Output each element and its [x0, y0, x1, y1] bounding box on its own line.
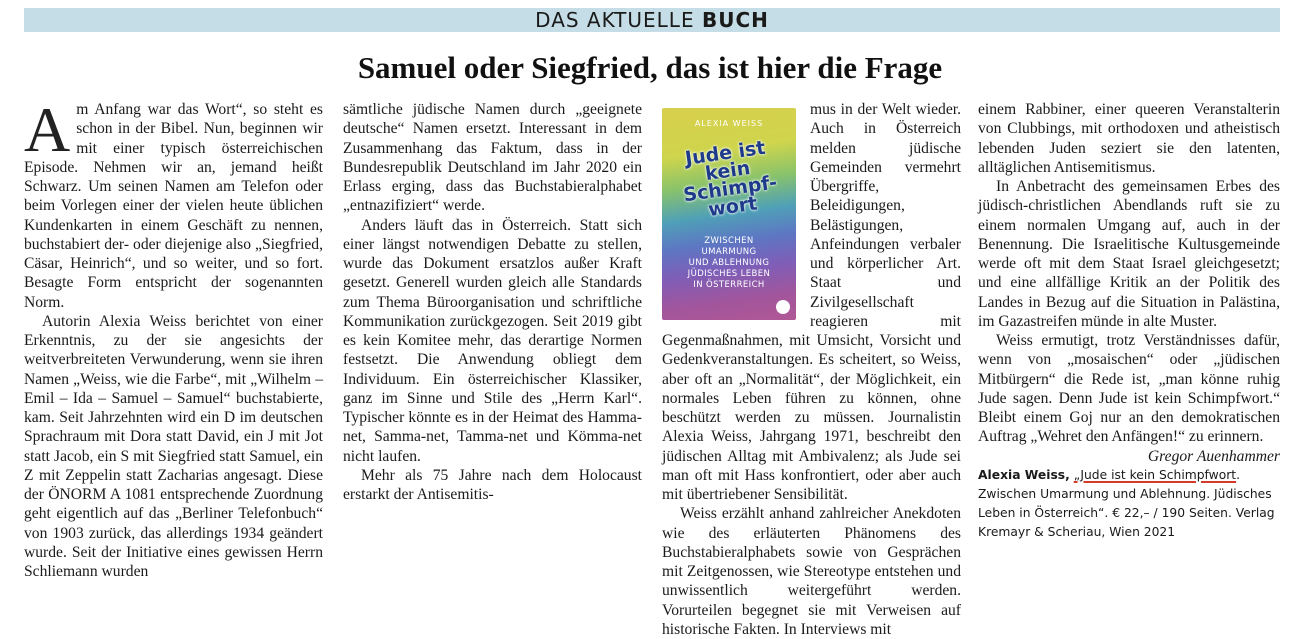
paragraph: Mehr als 75 Jahre nach dem Holocaust erstarkt der Antisemitis- — [343, 466, 642, 503]
article-column-3 — [662, 100, 961, 638]
paragraph: Autorin Alexia Weiss berichtet von einer Erkenntnis, zu der sie angesichts der weitverbreiteten Verwunderung, wenn sie ihren Namen „Weiss, wie die Farbe“, mit „Wilhelm – Emil – Ida – Samuel – Samuel“ buchstabierte, kam. Seit Jahrzehnten wird ein D im deutschen Sprachraum mit Dora statt David, ein J mit Jot statt Jacob, ein S mit Siegfried statt Samuel, ein Z mit Zeppelin statt Zacharias angesagt. Diese der ÖNORM A 1081 entsprechende Zuordnung geht eigentlich auf das „Berliner Telefonbuch“ von 1903 zurück, das allerdings 1934 geändert wurde. Seit der Initiative eines gewissen Herrn Schliemann wurden — [24, 312, 323, 580]
cover-subtitle: ZWISCHEN UMARMUNG UND ABLEHNUNG JÜDISCHES LEBEN IN ÖSTERREICH — [687, 236, 771, 290]
paragraph: Anders läuft das in Österreich. Statt sich einer längst notwendigen Debatte zu stellen, wurde das Dokument ersatzlos außer Kraft gesetzt. Generell wurden gleich alle Standards zum Thema Büroorganisation und schriftliche Kommunikation zurückgezogen. Seit 2019 gibt es kein Komitee mehr, das derartige Normen festsetzt. Die Anwendung obliegt dem Individuum. Ein österreichischer Klassiker, ganz im Sinne und Stile des „Herrn Karl“. Typischer könnte es in der Heimat des Hamma-net, Samma-net, Tamma-net und Kömma-net nicht laufen. — [343, 216, 642, 465]
book-cover-image — [662, 108, 796, 320]
paragraph: m Anfang war das Wort“, so steht es schon in der Bibel. Nun, beginnen wir mit einer typisch österreichischen Episode. Nehmen wir an, jemand heißt Schwarz. Um seinen Namen am Telefon oder beim Vorlegen einer der vielen heute üblichen Kundenkarten in einem Geschäft zu nennen, buchstabiert der- oder diejenige also „Siegfried, Cäsar, Heinrich“, und so weiter, und so fort. Besagte Form entspricht der sogenannten Norm. — [24, 101, 323, 311]
kicker-bold: BUCH — [701, 8, 769, 32]
paragraph: sämtliche jüdische Namen durch „geeignete deutsche“ Namen ersetzt. Interessant in dem Zusammenhang das Faktum, dass in der Bundesrepublik Deutschland im Jahr 2020 ein Erlass erging, dass das Buchstabieralphabet „entnazifiziert“ werde. — [343, 101, 642, 215]
article-headline: Samuel oder Siegfried, das ist hier die Frage — [357, 50, 943, 85]
book-info-details: . Zwischen Umarmung und Ablehnung. Jüdisches Leben in Österreich“. € 22,– / 190 Seiten. Verlag Kremayr & Scheriau, Wien 2021 — [978, 467, 1275, 539]
cover-title: Jude ist kein Schimpf-wort — [682, 136, 779, 222]
book-info-title: „Jude ist kein Schimpfwort — [1073, 467, 1237, 482]
article-column-4 — [978, 100, 1280, 540]
author-signature: Gregor Auenhammer — [1147, 447, 1280, 465]
book-info-author: Alexia Weiss, — [978, 467, 1070, 482]
book-info — [978, 466, 1280, 542]
paragraph: einem Rabbiner, einer queeren Veranstalterin von Clubbings, mit orthodoxen und atheistisch lebenden Juden seziert sie den latenten, alltäglichen Antisemitismus. — [978, 101, 1280, 176]
drop-cap: A — [24, 94, 71, 165]
article-column-2 — [343, 100, 642, 540]
kicker-prefix: DAS AKTUELLE — [535, 8, 695, 32]
publisher-logo-icon — [776, 300, 790, 314]
cover-author: ALEXIA WEISS — [694, 119, 764, 128]
paragraph: In Anbetracht des gemeinsamen Erbes des jüdisch-christlichen Abendlands ruft sie zu einem normalen Umgang auf, auch in der Benennung. Die Israelitische Kultusgemeinde werde oft mit dem Staat Israel gleichgesetzt; und eine allfällige Kritik an der Politik des Landes in Bezug auf die Situation in Palästina, im Gazastreifen münde in alte Muster. — [978, 178, 1280, 330]
paragraph: Weiss ermutigt, trotz Verständnisses dafür, wenn von „mosaischen“ oder „jüdischen Mitbürgern“ die Rede ist, „man könne ruhig Jude sagen. Denn Jude ist kein Schimpfwort.“ Bleibt einem Goj nur an den demokratischen Auftrag „Wehret den Anfängen!“ zu erinnern. — [978, 332, 1280, 446]
article-column-1 — [24, 94, 323, 580]
section-kicker — [24, 8, 1280, 32]
paragraph: Weiss erzählt anhand zahlreicher Anekdoten wie des erläuterten Phänomens des Buchstabieralphabets sowie von Gesprächen mit Zeitgenossen, wie Stereotype entstehen und unwissentlich weitergeführt werden. Vorurteilen begegnet sie mit Verweisen auf historische Fakten. In Interviews mit — [662, 505, 961, 638]
paragraph: mus in der Welt wieder. Auch in Österreich melden jüdische Gemeinden vermehrt Übergriffe, Beleidigungen, Belästigungen, Anfeindungen verbaler und körperlicher Art. Staat und Zivilgesellschaft reagieren mit Gegenmaßnahmen, mit Umsicht, Vorsicht und Gedenkveranstaltungen. Es scheitert, so Weiss, aber oft an „Normalität“, der Möglichkeit, ein normales Leben führen zu können, ohne beschützt werden zu müssen. Journalistin Alexia Weiss, Jahrgang 1971, beschreibt den jüdischen Alltag mit Ambivalenz; als Jude sei man oft mit Hass konfrontiert, oder aber auch mit übertriebener Sensibilität. — [662, 101, 961, 503]
